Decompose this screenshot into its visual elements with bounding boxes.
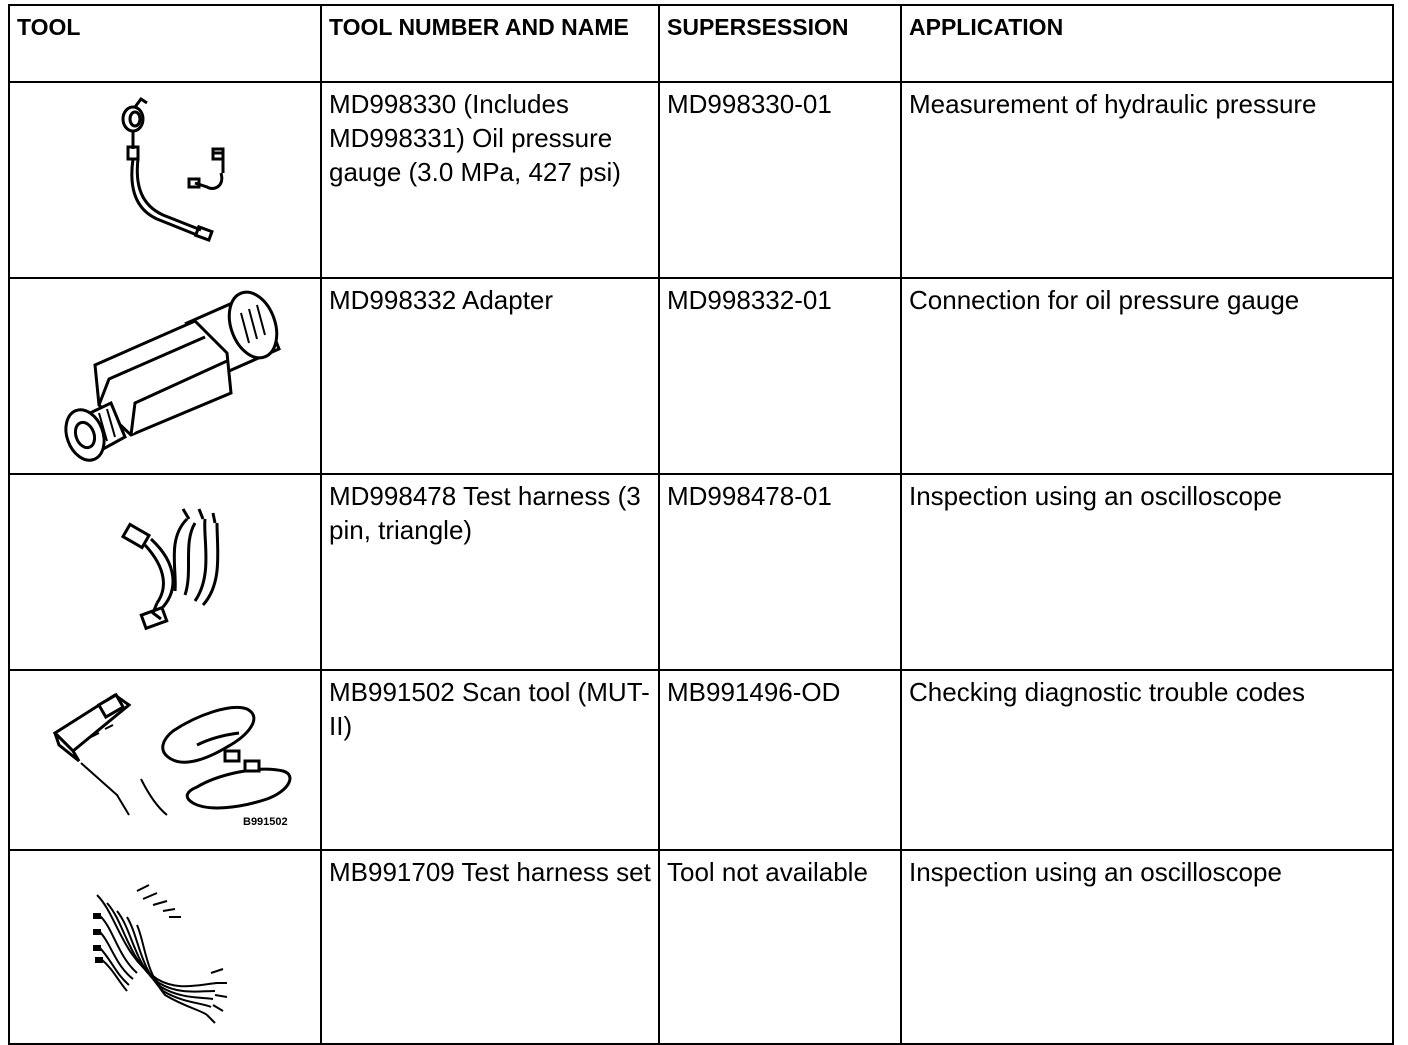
supersession: MD998332-01	[659, 278, 901, 474]
image-label: B991502	[243, 816, 288, 828]
application: Measurement of hydraulic pressure	[901, 82, 1393, 278]
table-row	[9, 278, 1393, 474]
header-row	[9, 5, 1393, 82]
header-supersession: SUPERSESSION	[659, 5, 901, 82]
tool-image-cell	[9, 850, 321, 1044]
header-tool: TOOL	[9, 5, 321, 82]
tool-number-and-name: MB991709 Test harness set	[321, 850, 659, 1044]
tool-number-and-name: MD998330 (Includes MD998331) Oil pressure gauge (3.0 MPa, 427 psi)	[321, 82, 659, 278]
tool-number-and-name: MB991502 Scan tool (MUT-II)	[321, 670, 659, 850]
adapter-icon	[17, 283, 321, 473]
tool-number-and-name: MD998332 Adapter	[321, 278, 659, 474]
table-row	[9, 850, 1393, 1044]
table-row	[9, 82, 1393, 278]
table-row	[9, 670, 1393, 850]
application: Inspection using an oscilloscope	[901, 474, 1393, 670]
supersession: Tool not available	[659, 850, 901, 1044]
tool-image-cell	[9, 278, 321, 474]
special-tools-table	[8, 4, 1394, 1045]
supersession: MD998478-01	[659, 474, 901, 670]
supersession: MB991496-OD	[659, 670, 901, 850]
scan-tool-icon	[17, 675, 321, 849]
header-application: APPLICATION	[901, 5, 1393, 82]
tool-image-cell	[9, 670, 321, 850]
supersession: MD998330-01	[659, 82, 901, 278]
test-harness-icon	[17, 479, 321, 669]
test-harness-set-icon	[17, 855, 321, 1043]
application: Checking diagnostic trouble codes	[901, 670, 1393, 850]
oil-pressure-gauge-icon	[17, 87, 321, 277]
tool-number-and-name: MD998478 Test harness (3 pin, triangle)	[321, 474, 659, 670]
application: Connection for oil pressure gauge	[901, 278, 1393, 474]
tool-image-cell	[9, 82, 321, 278]
tool-image-cell	[9, 474, 321, 670]
header-tool-number-and-name: TOOL NUMBER AND NAME	[321, 5, 659, 82]
application: Inspection using an oscilloscope	[901, 850, 1393, 1044]
table-row	[9, 474, 1393, 670]
